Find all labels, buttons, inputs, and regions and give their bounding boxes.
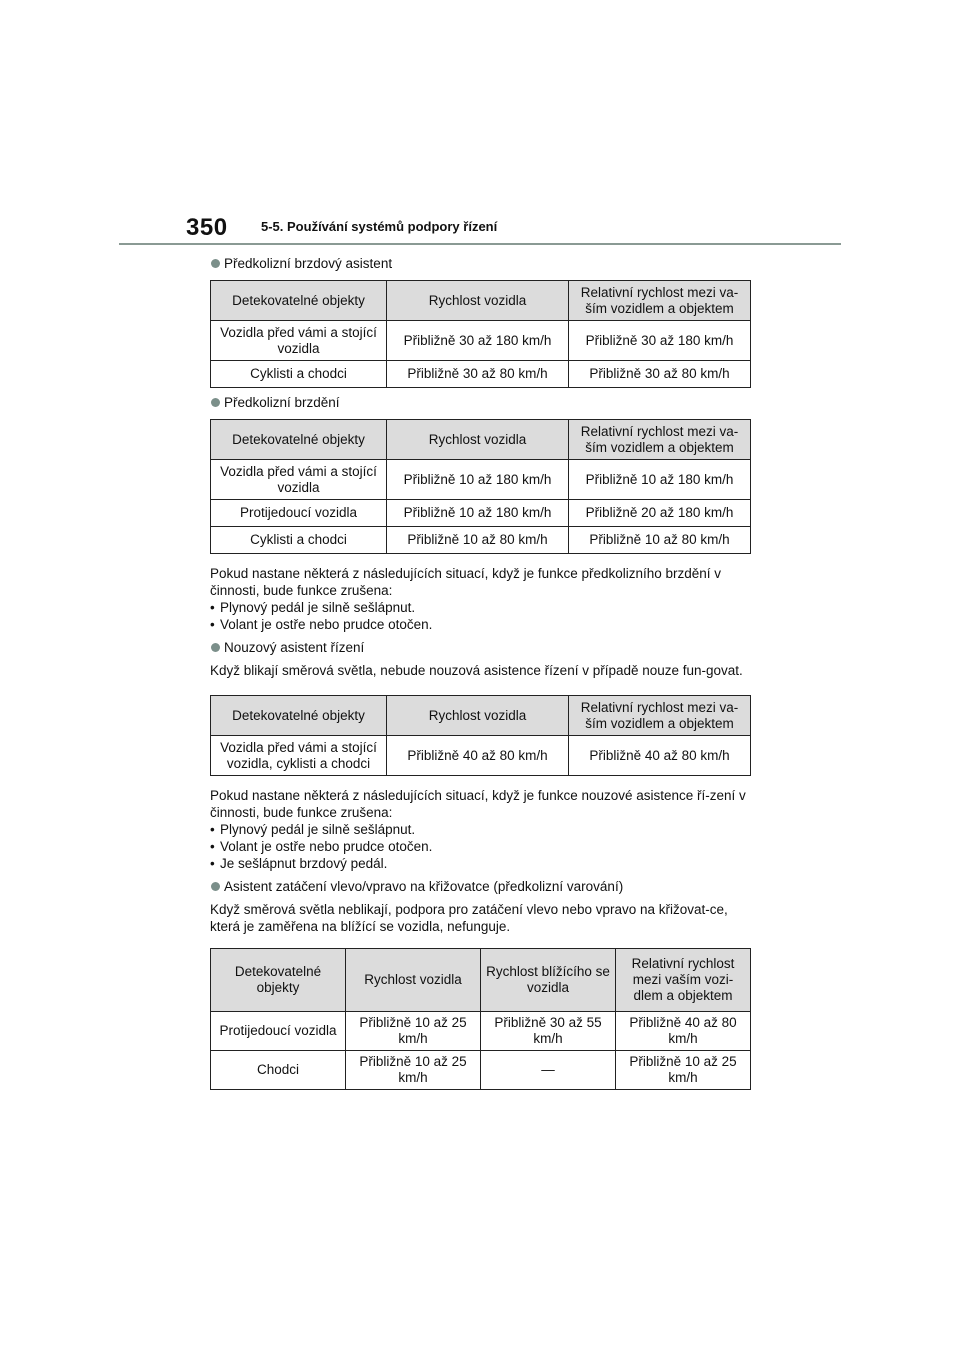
table-cell: Přibližně 10 až 80 km/h (569, 527, 751, 554)
table-cell: Přibližně 20 až 180 km/h (569, 500, 751, 527)
table-header-row (211, 281, 751, 321)
heading-text: Asistent zatáčení vlevo/vpravo na křižovatce (předkolizní varování) (224, 879, 624, 894)
table-cell: Cyklisti a chodci (211, 361, 387, 388)
table-row (211, 1012, 751, 1051)
header-cell: Relativní rychlost mezi va-ším vozidlem a objektem (569, 420, 751, 460)
header-cell: Rychlost vozidla (346, 949, 481, 1012)
table-intersection-turn-assist (210, 948, 751, 1090)
table-cell: Přibližně 30 až 80 km/h (387, 361, 569, 388)
table-cell: Přibližně 10 až 180 km/h (387, 460, 569, 500)
table-header-row (211, 420, 751, 460)
page-content (210, 255, 750, 1090)
section-title: 5-5. Používání systémů podpory řízení (261, 219, 498, 234)
cancel-intro-braking: Pokud nastane některá z následujících situací, když je funkce předkolizního brzdění v činnosti, bude funkce zrušena: (210, 566, 722, 598)
header-cell: Rychlost vozidla (387, 420, 569, 460)
table-cell: Přibližně 40 až 80 km/h (569, 736, 751, 776)
note-intersection-turn: Když směrová světla neblikají, podpora pro zatáčení vlevo nebo vpravo na křižovat-ce, která je zaměřena na blížící se vozidla, nefunguje. (210, 902, 728, 934)
table-cell: Protijedoucí vozidla (211, 500, 387, 527)
list-item: • Volant je ostře nebo prudce otočen. (210, 839, 433, 854)
note-emergency-steering: Když blikají směrová světla, nebude nouzová asistence řízení v případě nouze fun-govat. (210, 663, 743, 678)
table-cell: Chodci (211, 1051, 346, 1090)
heading-text: Nouzový asistent řízení (224, 640, 365, 655)
table-cell: Vozidla před vámi a stojící vozidla (211, 460, 387, 500)
heading-text: Předkolizní brzdění (224, 395, 340, 410)
table-row (211, 1051, 751, 1090)
list-item: • Plynový pedál je silně sešlápnut. (210, 600, 416, 615)
table-cell: Přibližně 10 až 25 km/h (346, 1051, 481, 1090)
table-header-row (211, 696, 751, 736)
table-row (211, 361, 751, 388)
header-divider (119, 243, 841, 245)
table-cell: Přibližně 30 až 180 km/h (569, 321, 751, 361)
table-cell: Přibližně 30 až 180 km/h (387, 321, 569, 361)
table-cell: Přibližně 40 až 80 km/h (616, 1012, 751, 1051)
page-number: 350 (186, 214, 228, 241)
table-row (211, 500, 751, 527)
table-cell: Přibližně 30 až 55 km/h (481, 1012, 616, 1051)
table-cell: Přibližně 10 až 25 km/h (616, 1051, 751, 1090)
list-item: • Plynový pedál je silně sešlápnut. (210, 822, 416, 837)
bullet-dot-icon (211, 398, 220, 407)
table-row (211, 460, 751, 500)
table-cell: — (481, 1051, 616, 1090)
heading-pre-collision-brake-assist (210, 255, 750, 272)
table-cell: Protijedoucí vozidla (211, 1012, 346, 1051)
cancel-list-steering (210, 821, 750, 872)
header-cell: Rychlost blížícího se vozidla (481, 949, 616, 1012)
table-cell: Vozidla před vámi a stojící vozidla, cyklisti a chodci (211, 736, 387, 776)
table-emergency-steering-assist (210, 695, 751, 776)
table-pre-collision-brake-assist (210, 280, 751, 388)
header-cell: Rychlost vozidla (387, 281, 569, 321)
table-row (211, 736, 751, 776)
table-header-row (211, 949, 751, 1012)
table-row (211, 321, 751, 361)
table-cell: Vozidla před vámi a stojící vozidla (211, 321, 387, 361)
table-row (211, 527, 751, 554)
header-cell: Relativní rychlost mezi va-ším vozidlem a objektem (569, 696, 751, 736)
list-item: • Volant je ostře nebo prudce otočen. (210, 617, 433, 632)
bullet-dot-icon (211, 643, 220, 652)
header-cell: Detekovatelné objekty (211, 420, 387, 460)
heading-pre-collision-braking (210, 394, 750, 411)
table-cell: Přibližně 10 až 180 km/h (569, 460, 751, 500)
heading-intersection-turn-assist (210, 878, 750, 895)
cancel-list-braking (210, 599, 750, 633)
table-cell: Přibližně 30 až 80 km/h (569, 361, 751, 388)
bullet-dot-icon (211, 882, 220, 891)
heading-text: Předkolizní brzdový asistent (224, 256, 393, 271)
table-cell: Přibližně 10 až 80 km/h (387, 527, 569, 554)
header-cell: Detekovatelné objekty (211, 696, 387, 736)
table-cell: Přibližně 10 až 25 km/h (346, 1012, 481, 1051)
header-cell: Relativní rychlost mezi va-ším vozidlem a objektem (569, 281, 751, 321)
cancel-intro-steering: Pokud nastane některá z následujících situací, když je funkce nouzové asistence ří-zení v činnosti, bude funkce zrušena: (210, 788, 746, 820)
heading-emergency-steering-assist (210, 639, 750, 656)
table-cell: Cyklisti a chodci (211, 527, 387, 554)
list-item: • Je sešlápnut brzdový pedál. (210, 856, 388, 871)
table-pre-collision-braking (210, 419, 751, 554)
table-cell: Přibližně 10 až 180 km/h (387, 500, 569, 527)
bullet-dot-icon (211, 259, 220, 268)
header-cell: Detekovatelné objekty (211, 949, 346, 1012)
header-cell: Relativní rychlost mezi vaším vozi-dlem a objektem (616, 949, 751, 1012)
table-cell: Přibližně 40 až 80 km/h (387, 736, 569, 776)
header-cell: Detekovatelné objekty (211, 281, 387, 321)
header-cell: Rychlost vozidla (387, 696, 569, 736)
